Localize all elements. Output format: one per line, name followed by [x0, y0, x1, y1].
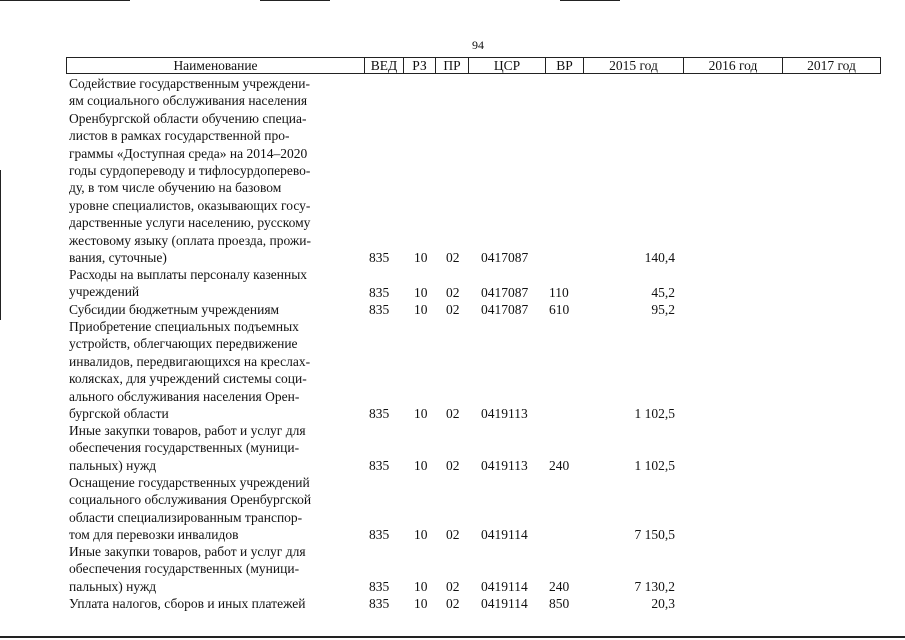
cell-ved: 835 — [369, 458, 390, 473]
cell-rz: 10 — [414, 285, 428, 300]
cell-ved: 835 — [369, 527, 390, 542]
scan-edge-top-left — [0, 0, 130, 1]
cell-csr: 0419114 — [481, 527, 528, 542]
header-2016: 2016 год — [683, 57, 783, 74]
cell-2015: 1 102,5 — [634, 458, 675, 473]
header-vr: ВР — [545, 57, 584, 74]
page-number: 94 — [472, 38, 484, 52]
header-rz: РЗ — [403, 57, 436, 74]
header-name: Наименование — [66, 57, 365, 74]
row-name: Уплата налогов, сборов и иных платежей — [69, 596, 306, 611]
cell-csr: 0419114 — [481, 596, 528, 611]
cell-rz: 10 — [414, 458, 428, 473]
cell-vr: 850 — [549, 596, 570, 611]
cell-csr: 0417087 — [481, 250, 529, 265]
header-csr: ЦСР — [468, 57, 546, 74]
cell-rz: 10 — [414, 250, 428, 265]
cell-csr: 0419113 — [481, 458, 528, 473]
cell-ved: 835 — [369, 596, 390, 611]
cell-pr: 02 — [446, 302, 460, 317]
cell-ved: 835 — [369, 250, 390, 265]
row-name: Оснащение государственных учреждений социального обслуживания Оренбургской области специализированным транспор- том для перевозки инвалидов — [69, 475, 312, 543]
cell-ved: 835 — [369, 302, 390, 317]
scan-edge-top-right — [560, 0, 620, 1]
cell-2015: 7 130,2 — [634, 579, 675, 594]
cell-csr: 0417087 — [481, 285, 529, 300]
cell-rz: 10 — [414, 302, 428, 317]
row-name: Расходы на выплаты персоналу казенных учреждений — [69, 267, 308, 300]
cell-2015: 95,2 — [651, 302, 675, 317]
cell-pr: 02 — [446, 458, 460, 473]
scan-edge-bottom — [0, 636, 905, 638]
header-ved: ВЕД — [364, 57, 404, 74]
cell-2015: 7 150,5 — [634, 527, 675, 542]
row-name: Приобретение специальных подъемных устройств, облегчающих передвижение инвалидов, передвигающихся на креслах- колясках, для учреждений системы соци- ального обслуживания населения Орен- бургской области — [69, 319, 311, 422]
cell-pr: 02 — [446, 527, 460, 542]
row-name: Субсидии бюджетным учреждениям — [69, 302, 280, 317]
cell-vr: 240 — [549, 579, 570, 594]
header-2017: 2017 год — [782, 57, 881, 74]
cell-pr: 02 — [446, 579, 460, 594]
cell-vr: 110 — [549, 285, 569, 300]
cell-2015: 140,4 — [644, 250, 675, 265]
header-2015: 2015 год — [583, 57, 684, 74]
cell-pr: 02 — [446, 285, 460, 300]
cell-rz: 10 — [414, 596, 428, 611]
cell-2015: 20,3 — [651, 596, 675, 611]
cell-csr: 0419113 — [481, 406, 528, 421]
cell-csr: 0417087 — [481, 302, 529, 317]
cell-2015: 1 102,5 — [634, 406, 675, 421]
cell-ved: 835 — [369, 406, 390, 421]
header-pr: ПР — [435, 57, 469, 74]
cell-rz: 10 — [414, 406, 428, 421]
cell-rz: 10 — [414, 579, 428, 594]
cell-2015: 45,2 — [651, 285, 675, 300]
cell-pr: 02 — [446, 250, 460, 265]
scan-edge-left — [0, 170, 1, 320]
cell-pr: 02 — [446, 406, 460, 421]
cell-vr: 610 — [549, 302, 570, 317]
cell-pr: 02 — [446, 596, 460, 611]
cell-vr: 240 — [549, 458, 570, 473]
cell-ved: 835 — [369, 285, 390, 300]
cell-ved: 835 — [369, 579, 390, 594]
row-name: Содействие государственным учреждени- ям социального обслуживания населения Оренбургской области обучению специа- листов в рамках государственной про- граммы «Доступная среда» на 2014–2020 годы сурдопереводу и тифлосурдоперево- ду, в том числе обучению на базовом уровне специалистов, оказывающих госу- дарственные услуги населению, русскому жестовому языку (оплата проезда, прожи- вания, суточные) — [69, 76, 311, 266]
row-name: Иные закупки товаров, работ и услуг для обеспечения государственных (муници- пальных) нужд — [69, 544, 306, 594]
cell-rz: 10 — [414, 527, 428, 542]
row-name: Иные закупки товаров, работ и услуг для обеспечения государственных (муници- пальных) нужд — [69, 423, 306, 473]
scan-edge-top-mid — [260, 0, 330, 1]
cell-csr: 0419114 — [481, 579, 528, 594]
